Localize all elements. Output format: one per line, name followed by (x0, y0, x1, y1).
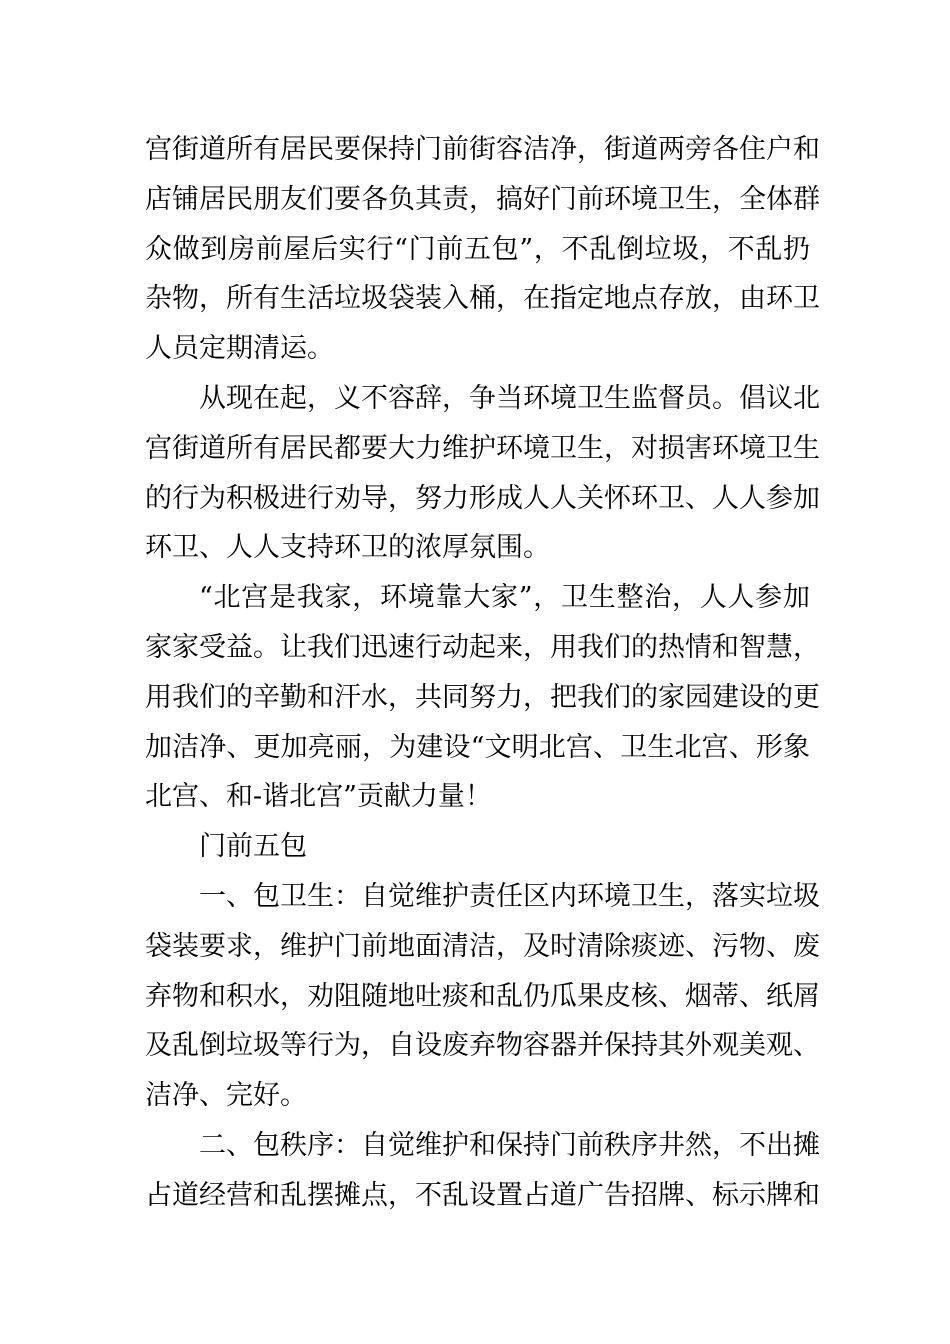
text-line: 袋装要求，维护门前地面清洁，及时清除痰迹、污物、废 (145, 930, 820, 962)
text-line: 占道经营和乱摆摊点，不乱设置占道广告招牌、标示牌和 (145, 1179, 820, 1211)
text-line: 杂物，所有生活垃圾袋装入桶，在指定地点存放，由环卫 (145, 283, 820, 315)
text-line: 门前五包 (199, 831, 307, 863)
text-line: “北宫是我家，环境靠大家”，卫生整治，人人参加 (199, 582, 810, 614)
text-line: 加洁净、更加亮丽，为建设“文明北宫、卫生北宫、形象 (145, 731, 810, 763)
text-line: 人员定期清运。 (145, 333, 334, 365)
text-line: 从现在起，义不容辞，争当环境卫生监督员。倡议北 (199, 382, 820, 414)
text-line: 的行为积极进行劝导，努力形成人人关怀环卫、人人参加 (145, 482, 820, 514)
text-line: 弃物和积水，劝阻随地吐痰和乱仍瓜果皮核、烟蒂、纸屑 (145, 980, 820, 1012)
text-line: 店铺居民朋友们要各负其责，搞好门前环境卫生，全体群 (145, 183, 820, 215)
text-line: 宫街道所有居民都要大力维护环境卫生，对损害环境卫生 (145, 432, 820, 464)
text-line: 用我们的辛勤和汗水，共同努力，把我们的家园建设的更 (145, 681, 820, 713)
text-line: 北宫、和-谐北宫”贡献力量！ (145, 781, 492, 813)
text-line: 洁净、完好。 (145, 1080, 307, 1112)
text-line: 众做到房前屋后实行“门前五包”，不乱倒垃圾，不乱扔 (145, 233, 810, 265)
text-line: 及乱倒垃圾等行为，自设废弃物容器并保持其外观美观、 (145, 1030, 820, 1062)
text-line: 二、包秩序：自觉维护和保持门前秩序井然，不出摊 (199, 1129, 820, 1161)
text-line: 家家受益。让我们迅速行动起来，用我们的热情和智慧， (145, 631, 820, 663)
text-line: 环卫、人人支持环卫的浓厚氛围。 (145, 532, 550, 564)
document-body (145, 125, 820, 1221)
text-line: 宫街道所有居民要保持门前街容洁净，街道两旁各住户和 (145, 134, 820, 165)
text-line: 一、包卫生：自觉维护责任区内环境卫生，落实垃圾 (199, 880, 820, 912)
